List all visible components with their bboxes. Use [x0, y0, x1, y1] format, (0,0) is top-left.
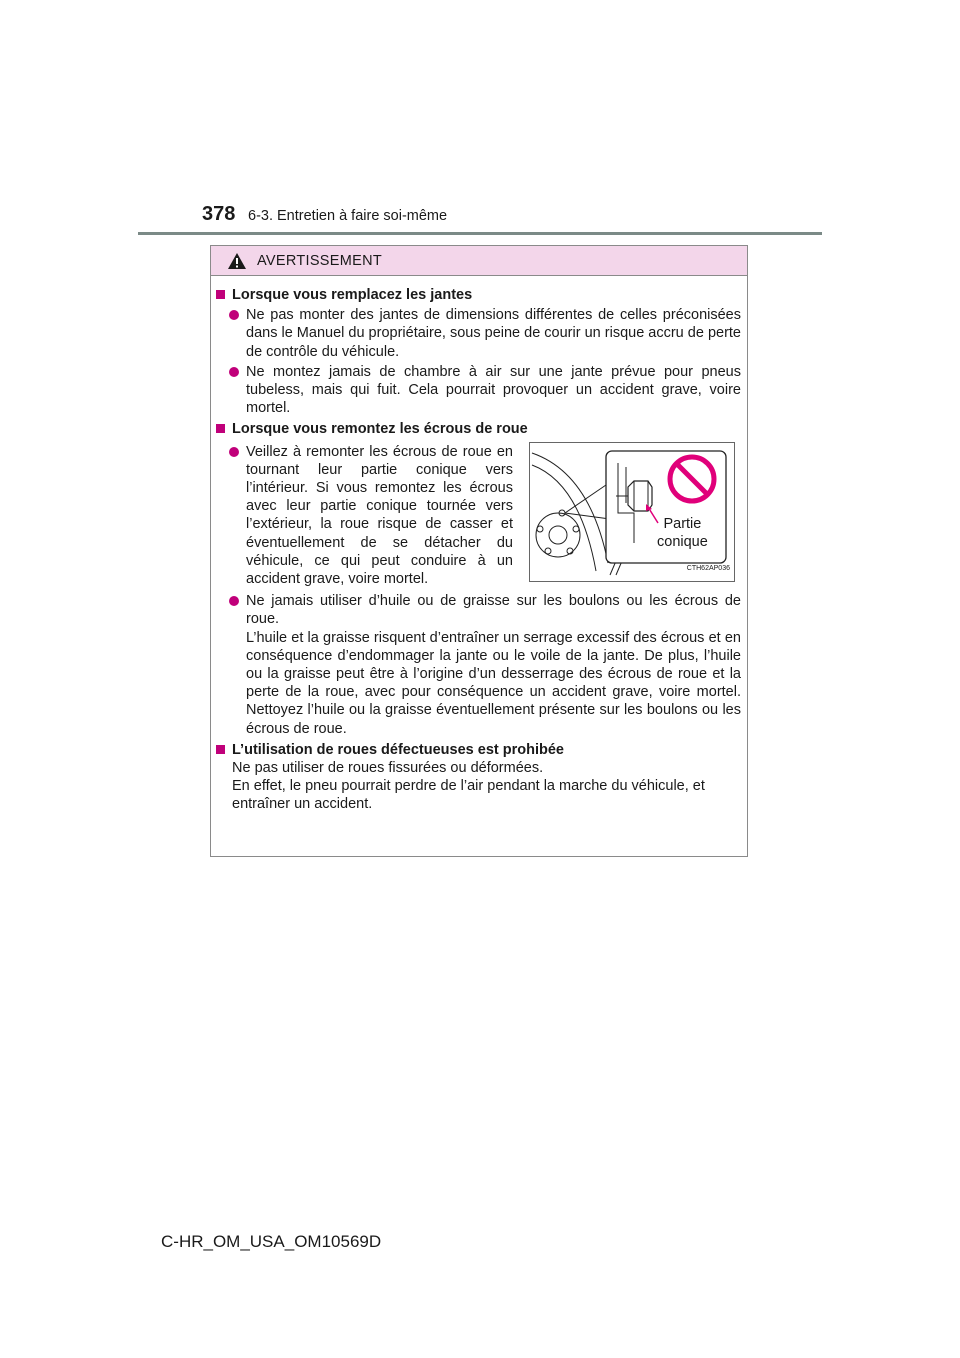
circle-bullet-icon: [229, 310, 239, 320]
warning-content: [211, 276, 747, 814]
list-item: Ne montez jamais de chambre à air sur une jante prévue pour pneus tubeless, mais qui fuit. Cela pourrait provoquer un accident grave, voire mortel.: [229, 363, 741, 418]
list-item: Ne pas monter des jantes de dimensions différentes de celles préconisées dans le Manuel du propriétaire, sous peine de courir un risque accru de perte de contrôle du véhicule.: [229, 306, 741, 361]
figure-row: [215, 443, 741, 589]
figure-code: CTH62AP036: [686, 565, 730, 573]
paragraph: Ne pas utiliser de roues fissurées ou déformées.: [232, 760, 544, 777]
paragraph: En effet, le pneu pourrait perdre de l’air pendant la marche du véhicule, et entraîner un accident.: [232, 778, 705, 813]
wheel-nut-illustration: [529, 442, 735, 582]
figure-label: Partie conique: [657, 515, 708, 550]
footer-code: C-HR_OM_USA_OM10569D: [161, 1232, 382, 1251]
header-rule: [138, 232, 822, 235]
warning-box: [210, 245, 748, 857]
warning-header: [211, 246, 747, 276]
warning-triangle-icon: [227, 252, 247, 270]
circle-bullet-icon: [229, 596, 239, 606]
list-item: Veillez à remonter les écrous de roue en tournant leur partie conique vers l’intérieur. Si vous remontez les écrous avec leur partie conique tournée vers l’extérieur, la roue risque de casser et éventuellement de se détacher du véhicule, ce qui peut conduire à un accident grave, voire mortel.: [229, 443, 513, 589]
section-heading: Lorsque vous remontez les écrous de roue: [215, 420, 741, 438]
circle-bullet-icon: [229, 447, 239, 457]
section-heading: L’utilisation de roues défectueuses est prohibée: [215, 741, 741, 759]
page-number: 378: [202, 203, 236, 225]
circle-bullet-icon: [229, 367, 239, 377]
square-bullet-icon: [216, 745, 225, 754]
warning-title: AVERTISSEMENT: [257, 252, 383, 269]
section-title: 6-3. Entretien à faire soi-même: [248, 208, 448, 224]
square-bullet-icon: [216, 424, 225, 433]
section-heading: Lorsque vous remplacez les jantes: [215, 286, 741, 304]
square-bullet-icon: [216, 290, 225, 299]
list-item: Ne jamais utiliser d’huile ou de graisse sur les boulons ou les écrous de roue. L’huile et la graisse risquent d’entraîner un serrage excessif des écrous et en conséquence d’endommager la jante ou le voile de la jante. De plus, l’huile ou la graisse peut être à l’origine d’un desserrage des écrous de roue et la perte de la roue, avec pour conséquence un accident grave, voire mortel. Nettoyez l’huile ou la graisse éventuellement présente sur les boulons ou les écrous de roue.: [229, 592, 741, 738]
